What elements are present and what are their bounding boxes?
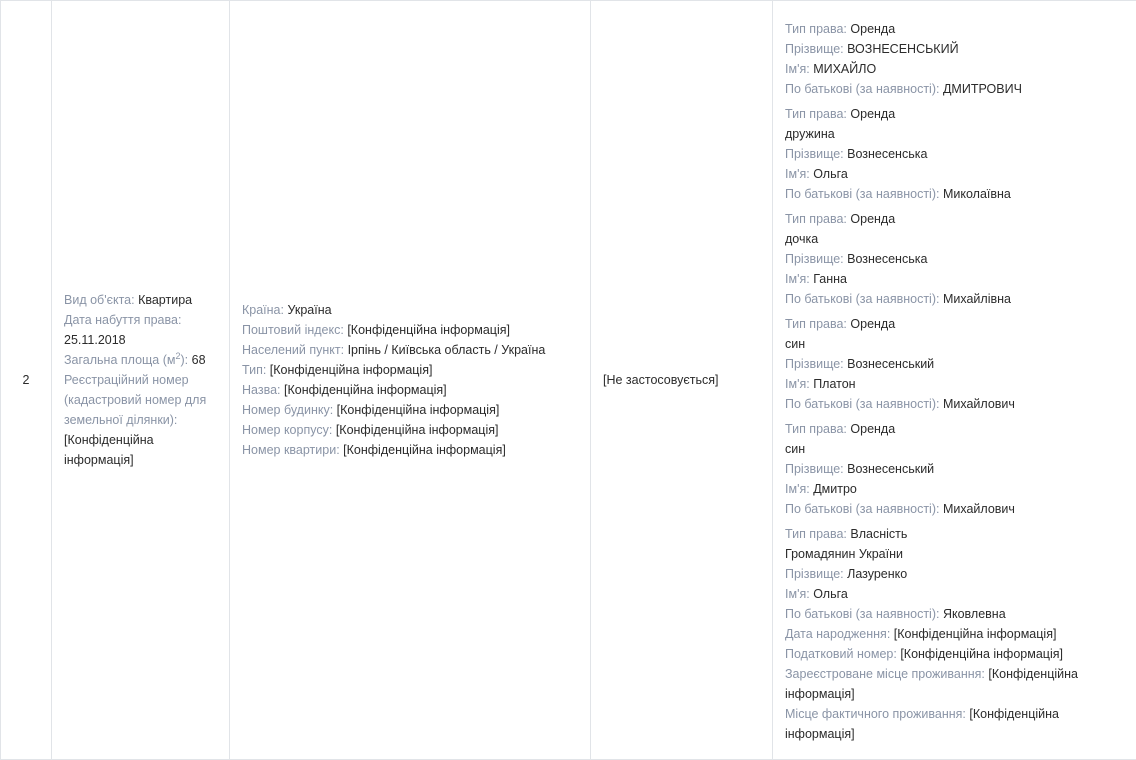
owner-line: Зареєстроване місце проживання: [Конфіденційна інформація] [785, 664, 1124, 704]
registration-number: Реєстраційний номер (кадастровий номер для земельної ділянки): [Конфіденційна інформація] [64, 370, 217, 470]
owner-line: Тип права: Оренда [785, 104, 1124, 124]
owner-line: Місце фактичного проживання: [Конфіденційна інформація] [785, 704, 1124, 744]
row-number: 2 [1, 1, 52, 760]
owner-line: син [785, 334, 1124, 354]
owner-line: син [785, 439, 1124, 459]
address-line: Населений пункт: Ірпінь / Київська область / Україна [242, 340, 578, 360]
owner-line: Тип права: Оренда [785, 419, 1124, 439]
owner-group [785, 524, 1124, 744]
address-line: Номер квартири: [Конфіденційна інформація] [242, 440, 578, 460]
owner-line: Прізвище: Вознесенська [785, 144, 1124, 164]
address-line: Поштовий індекс: [Конфіденційна інформація] [242, 320, 578, 340]
total-area: Загальна площа $(м^2)$: 68 [64, 350, 217, 370]
owner-group [785, 104, 1124, 204]
owners-list [785, 19, 1124, 744]
owner-line: дочка [785, 229, 1124, 249]
owner-line: дружина [785, 124, 1124, 144]
owner-line: По батькові (за наявності): Яковлевна [785, 604, 1124, 624]
owner-line: Громадянин України [785, 544, 1124, 564]
owner-line: Прізвище: Вознесенська [785, 249, 1124, 269]
address-cell [230, 1, 591, 760]
owner-line: Тип права: Оренда [785, 209, 1124, 229]
owner-line: Ім'я: Дмитро [785, 479, 1124, 499]
owner-line: По батькові (за наявності): Михайлович [785, 394, 1124, 414]
owner-group [785, 19, 1124, 99]
owner-line: По батькові (за наявності): Миколаївна [785, 184, 1124, 204]
owner-line: Ім'я: Платон [785, 374, 1124, 394]
table-row [1, 1, 1136, 760]
address-line: Номер будинку: [Конфіденційна інформація] [242, 400, 578, 420]
owner-group [785, 314, 1124, 414]
address-line: Номер корпусу: [Конфіденційна інформація] [242, 420, 578, 440]
owner-line: Прізвище: ВОЗНЕСЕНСЬКИЙ [785, 39, 1124, 59]
owner-line: Тип права: Оренда [785, 19, 1124, 39]
owners-cell [773, 1, 1136, 760]
address-line: Назва: [Конфіденційна інформація] [242, 380, 578, 400]
owner-line: Прізвище: Вознесенський [785, 459, 1124, 479]
owner-line: Дата народження: [Конфіденційна інформація] [785, 624, 1124, 644]
acquisition-date: Дата набуття права: 25.11.2018 [64, 310, 217, 350]
address-list [242, 300, 578, 460]
object-cell [52, 1, 230, 760]
owner-line: Ім'я: МИХАЙЛО [785, 59, 1124, 79]
owner-group [785, 209, 1124, 309]
address-line: Країна: Україна [242, 300, 578, 320]
owner-line: По батькові (за наявності): Михайлович [785, 499, 1124, 519]
owner-line: Ім'я: Ольга [785, 164, 1124, 184]
cost-cell: [Не застосовується] [591, 1, 773, 760]
owner-line: По батькові (за наявності): ДМИТРОВИЧ [785, 79, 1124, 99]
owner-line: Тип права: Оренда [785, 314, 1124, 334]
owner-group [785, 419, 1124, 519]
object-type: Вид об'єкта: Квартира [64, 290, 217, 310]
owner-line: Ім'я: Ганна [785, 269, 1124, 289]
owner-line: Прізвище: Вознесенський [785, 354, 1124, 374]
owner-line: Ім'я: Ольга [785, 584, 1124, 604]
address-line: Тип: [Конфіденційна інформація] [242, 360, 578, 380]
owner-line: Прізвище: Лазуренко [785, 564, 1124, 584]
owner-line: Податковий номер: [Конфіденційна інформація] [785, 644, 1124, 664]
owner-line: По батькові (за наявності): Михайлівна [785, 289, 1124, 309]
owner-line: Тип права: Власність [785, 524, 1124, 544]
